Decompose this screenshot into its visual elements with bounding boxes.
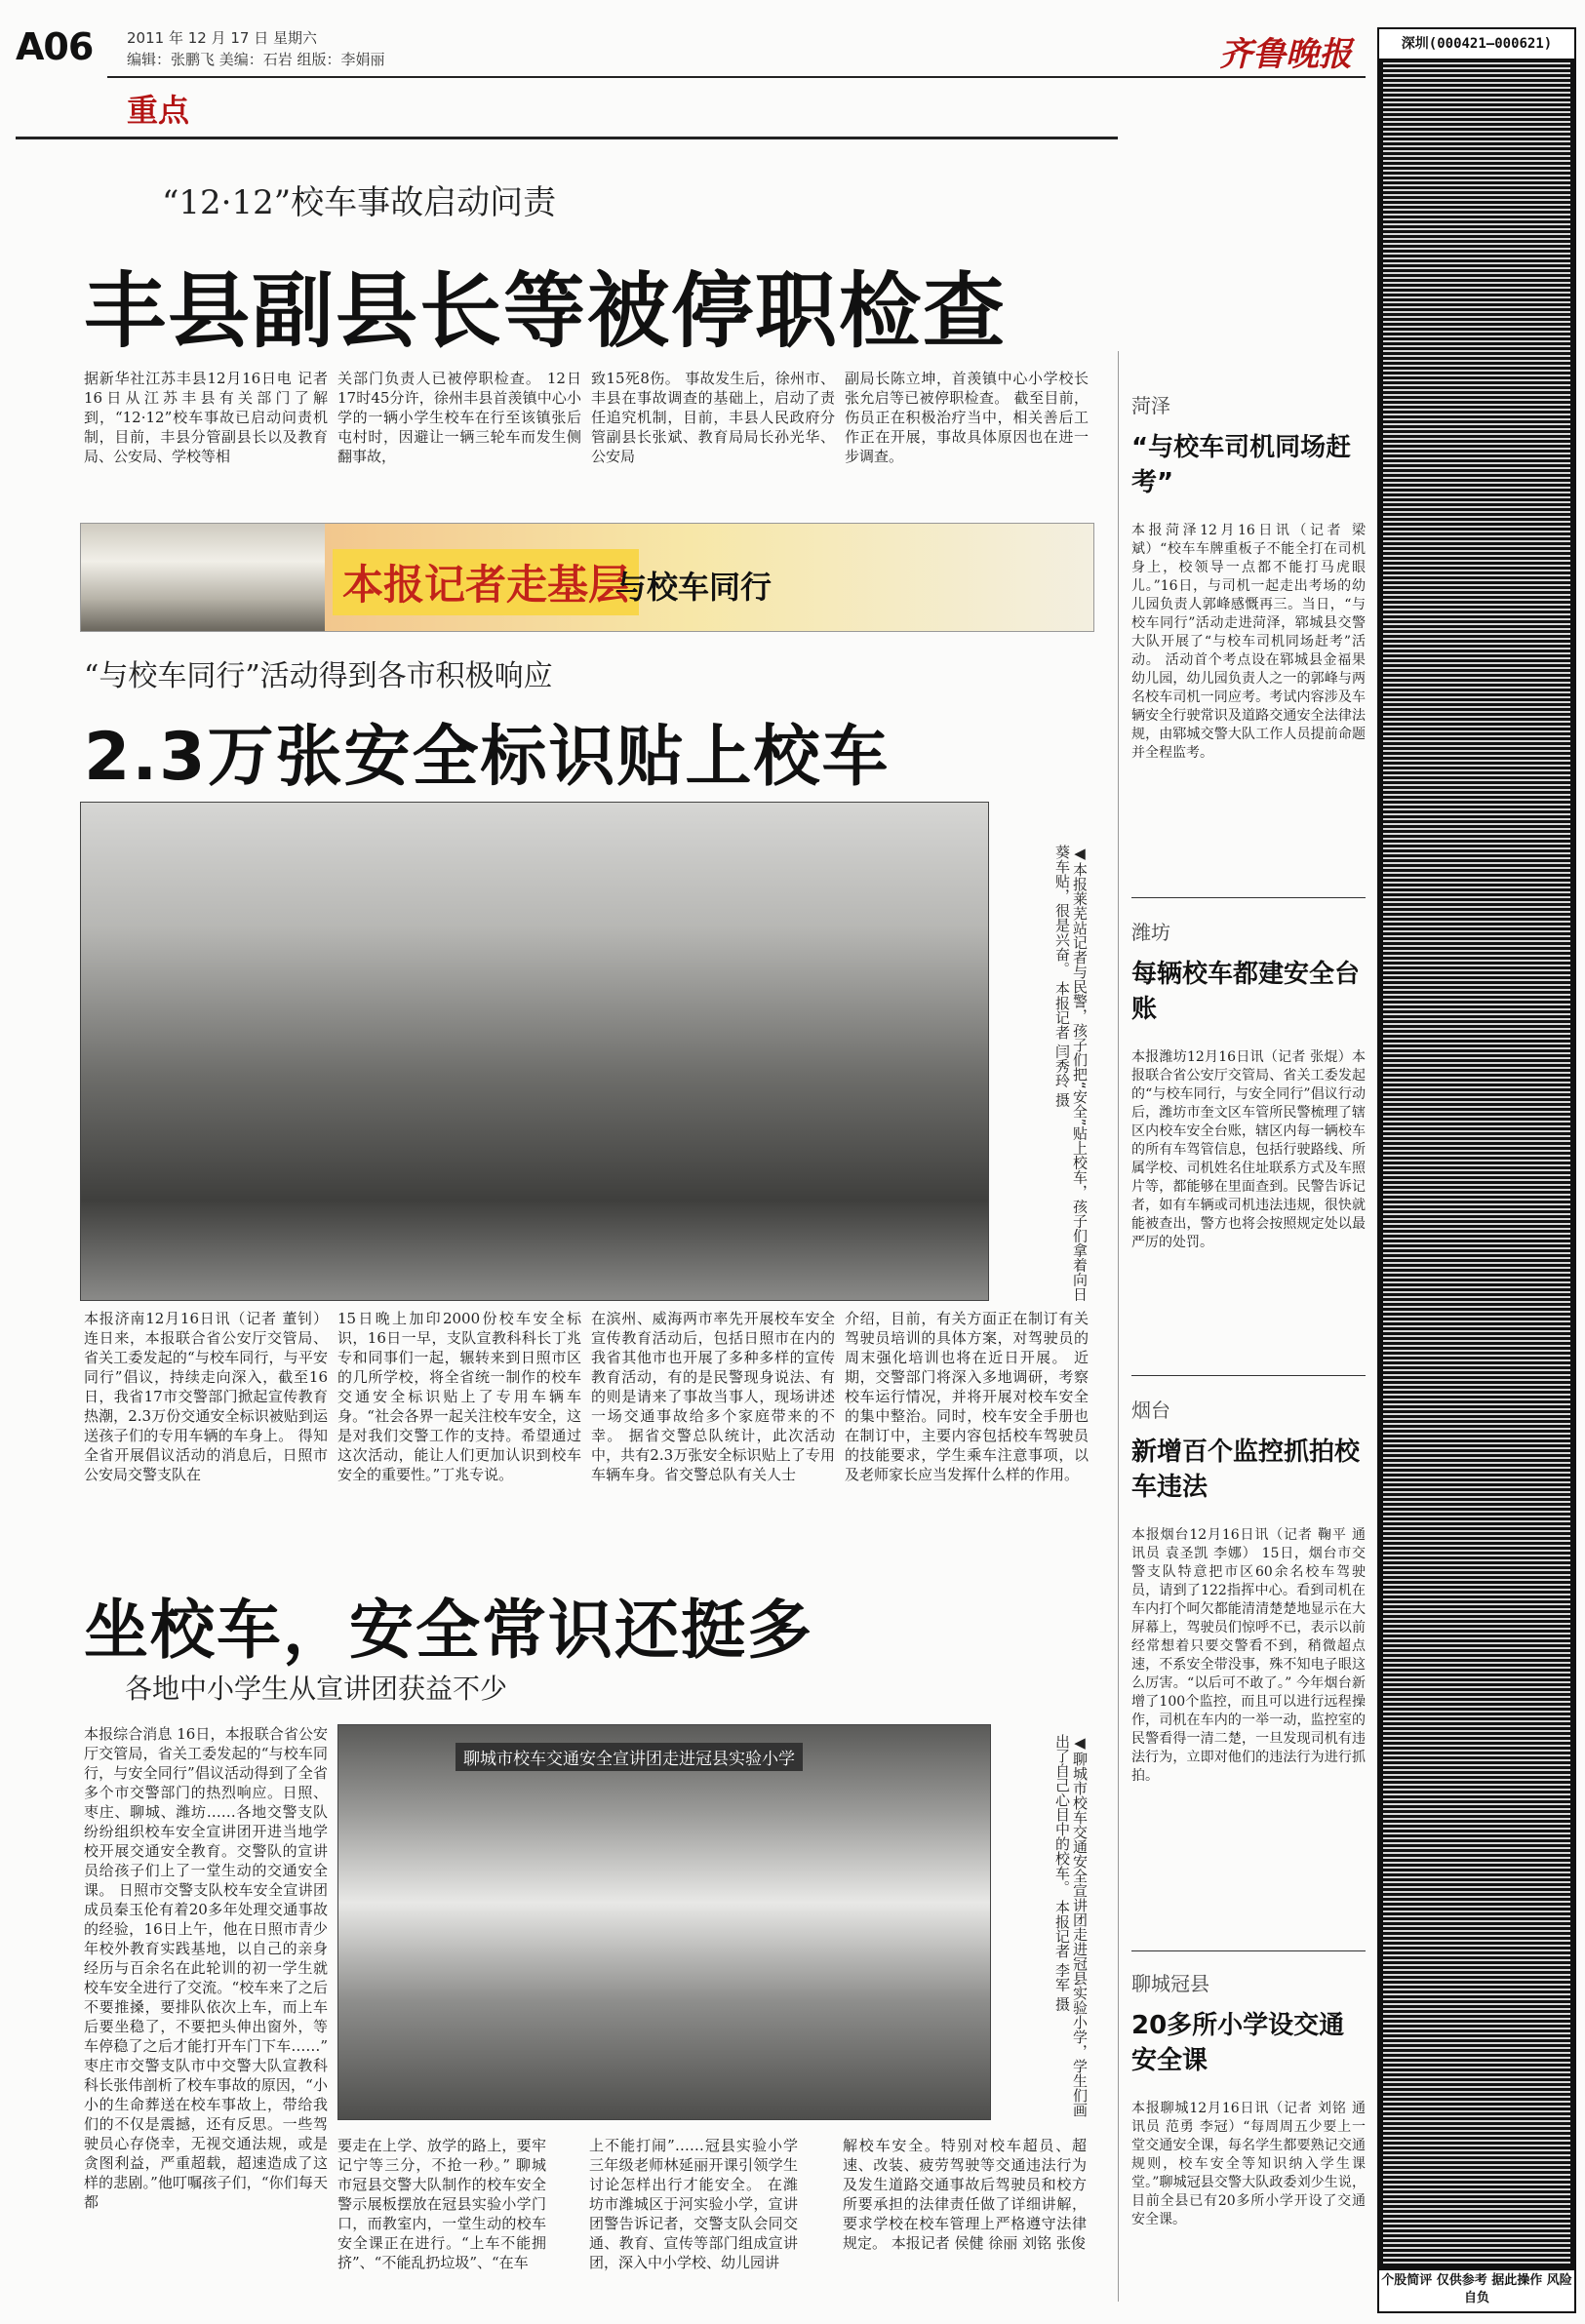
stock-table bbox=[1377, 27, 1576, 2313]
masthead-rule bbox=[107, 76, 1366, 78]
sidebar-headline: “与校车司机同场赶考” bbox=[1131, 433, 1352, 497]
story3-photo-caption: ◀聊城市校车交通安全宣讲团走进冠县实验小学，学生们画出了自己心目中的校车。 本报记者 李军 摄 bbox=[1053, 1734, 1089, 2117]
stock-table-rows bbox=[1383, 62, 1570, 2266]
story2-col-3: 在滨州、威海两市率先开展校车安全宣传教育活动后，包括日照市在内的我省其他市也开展了多种多样的宣传教育活动，有的是民警现身说法、有的则是请来了事故当事人，现场讲述一场交通事故给多个家庭带来的不幸。 据省交警总队统计，此次活动中，共有2.3万张安全标识贴上了专用车辆车身。省交警总队有关人士 bbox=[591, 1310, 835, 1483]
sidebar-text: 本报聊城12月16日讯（记者 刘铭 通讯员 范勇 李冠）“每周周五少要上一堂交通安全课，每名学生都要熟记交通规则，校车安全等知识纳入学生课堂。”聊城冠县交警大队政委刘少生说，目前全县已有20多所小学开设了交通安全课。 bbox=[1131, 2101, 1366, 2227]
sidebar-item-weifang bbox=[1131, 917, 1366, 1429]
sidebar-region: 烟台 bbox=[1131, 1398, 1170, 1422]
stock-table-footer: 个股简评 仅供参考 据此操作 风险自负 bbox=[1379, 2270, 1574, 2311]
story1-col-3: 致15死8伤。 事故发生后，徐州市、丰县在事故调查的基础上，启动了责任追究机制，目前，丰县人民政府分管副县长张斌、教育局局长孙光华、公安局 bbox=[591, 370, 835, 465]
sidebar-rule bbox=[1131, 1950, 1366, 1951]
story3-col-left: 本报综合消息 16日，本报联合省公安厅交管局，省关工委发起的“与校车同行，与安全同行”倡议活动得到了全省多个市交警部门的热烈响应。日照、枣庄、聊城、潍坊……各地交警支队纷纷组织校车安全宣讲团开进当地学校开展交通安全教育。交警队的宣讲员给孩子们上了一堂生动的交通安全课。 日照市交警支队校车安全宣讲团成员秦玉伦有着20多年处理交通事故的经验，16日上午，他在日照市青少年校外教育实践基地，以自己的亲身经历与百余名在此轮训的初一学生就校车安全进行了交流。“校车来了之后不要推搡，要排队依次上车，而上车后要坐稳了，不要把头伸出窗外，等车停稳了之后才能打开车门下车……” 枣庄市交警支队市中交警大队宣教科科长张伟剖析了校车事故的原因，“小小的生命葬送在校车事故上，带给我们的不仅是震撼，还有反思。一些驾驶员心存侥幸，无视交通法规，或是贪图利益，严重超载，超速造成了这样的悲剧。”他叮嘱孩子们，“你们每天都 bbox=[84, 1725, 328, 2211]
story3-col-2: 要走在上学、放学的路上，要牢记宁等三分，不抢一秒。” 聊城市冠县交警大队制作的校车安全警示展板摆放在冠县实验小学门口，而教室内，一堂生动的校车安全课正在进行。“上车不能拥挤”、“不能乱扔垃圾”、“在车 bbox=[337, 2137, 546, 2271]
story3-subhead: 各地中小学生从宣讲团获益不少 bbox=[125, 1673, 508, 1705]
sidebar-divider bbox=[1118, 351, 1119, 2302]
story2-col-1: 本报济南12月16日讯（记者 董钊） 连日来，本报联合省公安厅交管局、省关工委发起的“与校车同行，与平安同行”倡议，持续走向深入，截至16日，我省17市交警部门掀起宣传教育热潮，2.3万份交通安全标识被贴到运送孩子们的专用车辆的车身上。 得知全省开展倡议活动的消息后，日照市公安局交警支队在 bbox=[84, 1310, 328, 1483]
story3-col-3: 上不能打闹”……冠县实验小学三年级老师林延丽开课引领学生讨论怎样出行才能安全。 在潍坊市潍城区于河实验小学，宣讲团警告诉记者，交警支队会同交通、教育、宣传等部门组成宣讲团，深入中小学校、幼儿园讲 bbox=[589, 2137, 798, 2271]
banner-van-photo bbox=[81, 524, 325, 631]
photo-banner-text: 聊城市校车交通安全宣讲团走进冠县实验小学 bbox=[456, 1743, 803, 1771]
story1-kicker: “12·12”校车事故启动问责 bbox=[162, 183, 557, 222]
sidebar-text: 本报菏泽12月16日讯（记者 梁斌）“校车车牌重板子不能全打在司机身上，校领导一点都不能打马虎眼儿。”16日，与司机一起走出考场的幼儿园负责人郭峰感慨再三。当日，“与校车同行”活动走进菏泽，郓城县交警大队开展了“与校车司机同场赶考”活动。 活动首个考点设在郓城县金福果幼儿园，幼儿园负责人之一的郭峰与两名校车司机一同应考。考试内容涉及车辆安全行驶常识及道路交通安全法律法规，由郓城交警大队工作人员提前命题并全程监考。 bbox=[1131, 523, 1366, 761]
sidebar-region: 聊城冠县 bbox=[1131, 1972, 1209, 1995]
sidebar-rule bbox=[1131, 897, 1366, 898]
editor-credits: 编辑：张鹏飞 美编：石岩 组版：李娟丽 bbox=[127, 51, 385, 68]
story3-headline: 坐校车，安全常识还挺多 bbox=[84, 1593, 813, 1668]
children-with-police-photo bbox=[80, 802, 989, 1301]
column-banner bbox=[80, 523, 1094, 632]
story1-headline: 丰县副县长等被停职检查 bbox=[84, 263, 1008, 359]
sidebar-rule bbox=[1131, 1375, 1366, 1376]
sidebar-headline: 新增百个监控抓拍校车违法 bbox=[1131, 1438, 1361, 1502]
banner-title: 本报记者走基层 bbox=[333, 549, 639, 615]
story2-col-2: 15日晚上加印2000份校车安全标识，16日一早，支队宣教科科长丁兆专和同事们一起，辗转来到日照市区的几所学校，将全省统一制作的校车交通安全标识贴上了专用车辆车身。“社会各界一起关注校车安全，这是对我们交警工作的支持。希望通过这次活动，能让人们更加认识到校车安全的重要性。”丁兆专说。 bbox=[337, 1310, 581, 1483]
story2-col-4: 介绍，目前，有关方面正在制订有关驾驶员培训的具体方案，对驾驶员的周末强化培训也将在近日开展。 近期，交警部门将深入多地调研，考察校车运行情况，并将开展对校车安全的集中整治。同时，校车安全手册也在制订中，主要内容包括校车驾驶员的技能要求，学生乘车注意事项，以及老师家长应当发挥什么样的作用。 bbox=[845, 1310, 1089, 1483]
sidebar-headline: 20多所小学设交通安全课 bbox=[1131, 2011, 1345, 2075]
stock-table-title: 深圳(000421—000621) bbox=[1379, 29, 1574, 60]
sidebar-text: 本报潍坊12月16日讯（记者 张焜）本报联合省公安厅交管局、省关工委发起的“与校车同行，与安全同行”倡议行动后，潍坊市奎文区车管所民警梳理了辖区内校车安全台账，辖区内每一辆校车的所有车驾管信息，包括行驶路线、所属学校、司机姓名住址联系方式及车照片等，都能够在里面查到。民警告诉记者，如有车辆或司机违法违规，很快就能被查出，警方也将会按照规定处以最严厉的处罚。 bbox=[1131, 1049, 1366, 1250]
section-label: 重点 bbox=[127, 92, 190, 129]
story1-col-2: 关部门负责人已被停职检查。 12日17时45分许，徐州丰县首羡镇中心小学的一辆小学生校车在行至该镇张后屯村时，因避让一辆三轮车而发生侧翻事故， bbox=[337, 370, 581, 465]
students-drawings-photo bbox=[337, 1724, 991, 2120]
story2-headline: 2.3万张安全标识贴上校车 bbox=[84, 719, 891, 796]
story1-col-4: 副局长陈立坤，首羡镇中心小学校长张允启等已被停职检查。 截至目前，伤员正在积极治疗当中，相关善后工作正在开展，事故具体原因也在进一步调查。 bbox=[845, 370, 1089, 465]
page-number: A06 bbox=[16, 25, 94, 68]
sidebar-item-heze bbox=[1131, 390, 1366, 853]
story1-col-1: 据新华社江苏丰县12月16日电 记者16日从江苏丰县有关部门了解到，“12·12”校车事故已启动问责机制，目前，丰县分管副县长以及教育局、公安局、学校等相 bbox=[84, 370, 328, 465]
story2-kicker: “与校车同行”活动得到各市积极响应 bbox=[84, 659, 553, 693]
story2-photo-caption: ◀本报莱芜站记者与民警，孩子们把“安全”贴上校车，孩子们拿着向日葵车贴，很是兴奋。 本报记者 闫秀玲 摄 bbox=[1053, 845, 1089, 1302]
issue-date: 2011 年 12 月 17 日 星期六 bbox=[127, 29, 317, 47]
sidebar-text: 本报烟台12月16日讯（记者 鞠平 通讯员 袁圣凯 李娜） 15日，烟台市交警支队特意把市区60余名校车驾驶员，请到了122指挥中心。看到司机在车内打个呵欠都能清清楚楚地显示在大屏幕上，驾驶员们惊呼不已，表示以前经常想着只要交警看不到，稍微超点速，不系安全带没事，殊不知电子眼这么厉害。“以后可不敢了。” 今年烟台新增了100个监控，而且可以进行远程操作，司机在车内的一举一动，监控室的民警看得一清二楚，一旦发现司机有违法行为，立即对他们的违法行为进行抓拍。 bbox=[1131, 1527, 1366, 1784]
story3-col-4: 解校车安全。特别对校车超员、超速、改装、疲劳驾驶等交通违法行为及发生道路交通事故后驾驶员和校方所要承担的法律责任做了详细讲解，要求学校在校车管理上严格遵守法律规定。 本报记者 侯健 徐丽 刘铭 张俊 bbox=[843, 2137, 1087, 2252]
banner-subtitle: 与校车同行 bbox=[615, 569, 773, 606]
sidebar-region: 菏泽 bbox=[1131, 394, 1170, 417]
newspaper-logo: 齐鲁晚报 bbox=[1219, 35, 1352, 74]
section-rule bbox=[16, 137, 1118, 139]
sidebar-headline: 每辆校车都建安全台账 bbox=[1131, 960, 1361, 1024]
sidebar-item-yantai bbox=[1131, 1395, 1366, 1946]
sidebar-region: 潍坊 bbox=[1131, 921, 1170, 944]
sidebar-item-guanxian bbox=[1131, 1968, 1366, 2295]
